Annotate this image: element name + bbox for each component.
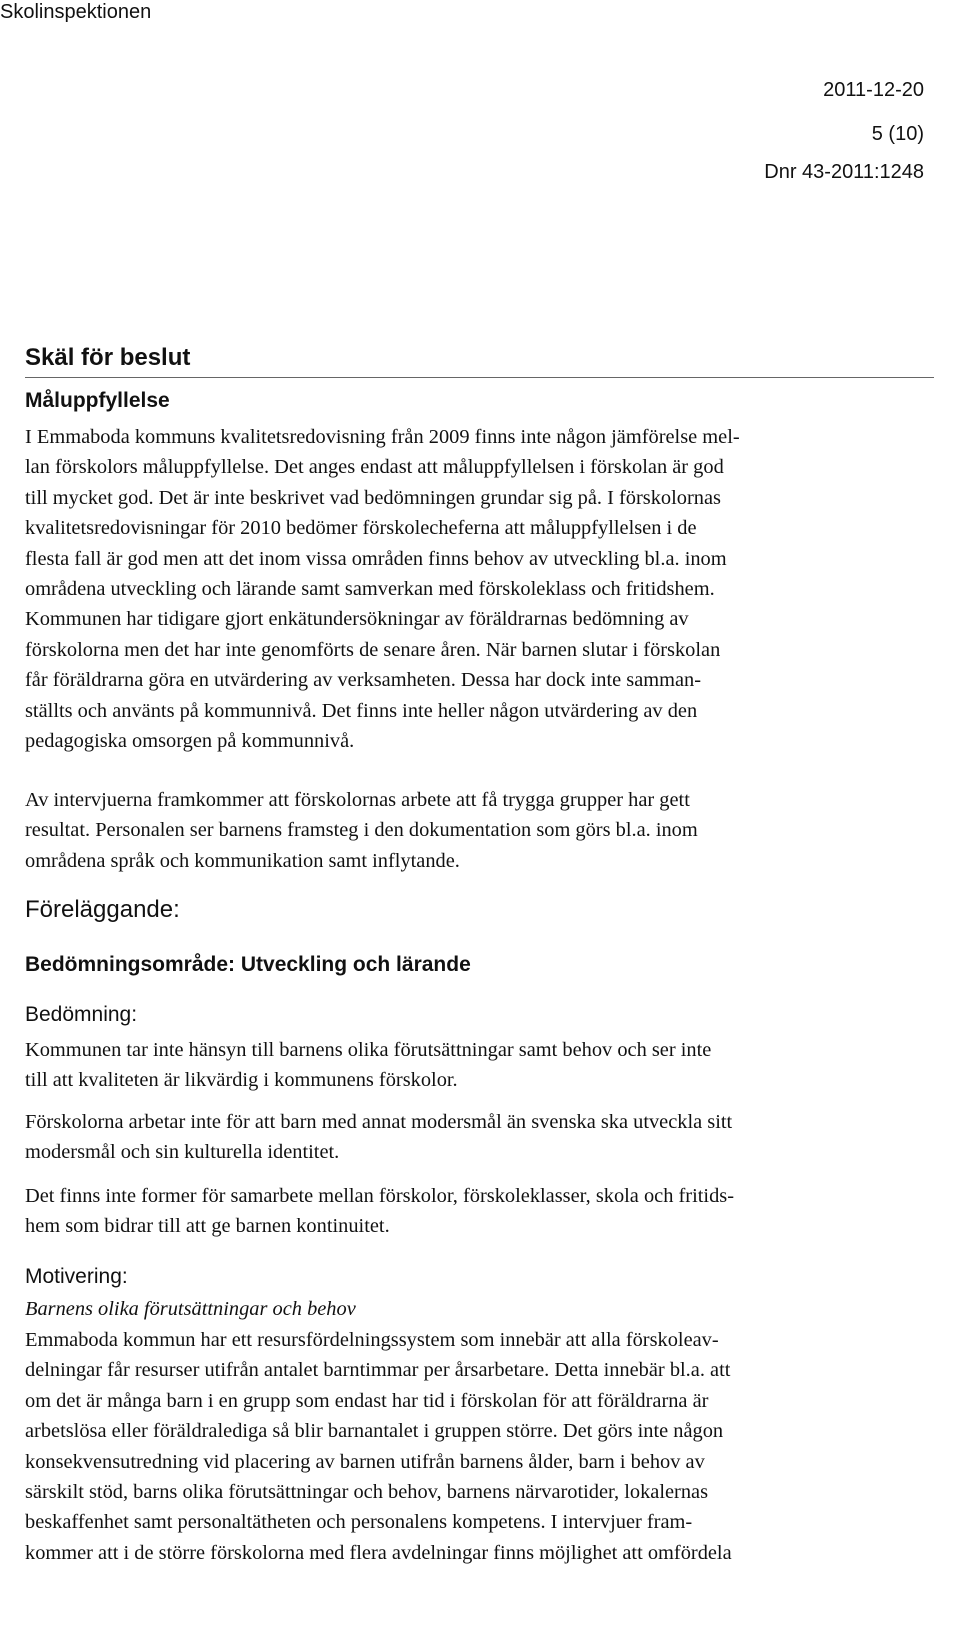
bedomning-paragraph-2 — [25, 1107, 934, 1168]
document-date: 2011-12-20 — [823, 79, 924, 101]
motivering-subheading-text: Barnens olika förutsättningar och behov — [25, 1298, 356, 1320]
text-line: Kommunen tar inte hänsyn till barnens olika förutsättningar samt behov och ser inte — [25, 1039, 712, 1061]
text-line: kvalitetsredovisningar för 2010 bedömer förskolecheferna att måluppfyllelsen i de — [25, 517, 697, 540]
text-line: områdena språk och kommunikation samt inflytande. — [25, 849, 460, 872]
section-divider — [25, 377, 934, 378]
text-line: förskolorna men det har inte genomförts de senare åren. När barnen slutar i förskolan — [25, 638, 721, 661]
bedomning-heading: Bedömning: — [25, 1003, 138, 1026]
motivering-paragraph — [25, 1325, 934, 1568]
text-line: delningar får resurser utifrån antalet barntimmar per årsarbetare. Detta innebär bl.a. att — [25, 1359, 731, 1382]
text-line: Av intervjuerna framkommer att förskolornas arbete att få trygga grupper har gett — [25, 789, 690, 811]
page-number: 5 (10) — [871, 123, 924, 145]
text-line: till mycket god. Det är inte beskrivet vad bedömningen grundar sig på. I förskolornas — [25, 486, 721, 509]
text-line: modersmål och sin kulturella identitet. — [25, 1141, 340, 1164]
forelaggande-heading: Föreläggande: — [25, 896, 180, 923]
motivering-heading: Motivering: — [25, 1265, 128, 1288]
text-line: får föräldrarna göra en utvärdering av verksamheten. Dessa har dock inte samman- — [25, 669, 701, 692]
text-line: områdena utveckling och lärande samt samverkan med förskoleklass och fritidshem. — [25, 578, 715, 601]
text-line: beskaffenhet samt personaltätheten och personalens kompetens. I intervjuer fram- — [25, 1511, 693, 1534]
text-line: Kommunen har tidigare gjort enkätundersökningar av föräldrarnas bedömning av — [25, 608, 689, 631]
section-title: Skäl för beslut — [25, 344, 191, 371]
text-line: kommer att i de större förskolorna med flera avdelningar finns möjlighet att omfördela — [25, 1541, 732, 1564]
motivering-subheading — [25, 1294, 934, 1324]
text-line: hem som bidrar till att ge barnen kontinuitet. — [25, 1215, 390, 1238]
text-line: om det är många barn i en grupp som endast har tid i förskolan för att föräldrarna är — [25, 1389, 709, 1412]
maluppfyllelse-heading: Måluppfyllelse — [25, 389, 170, 412]
maluppfyllelse-paragraph-2 — [25, 785, 934, 876]
bedomning-paragraph-1 — [25, 1035, 934, 1096]
text-line: arbetslösa eller föräldralediga så blir barnantalet i gruppen större. Det görs inte någon — [25, 1420, 724, 1443]
text-line: Emmaboda kommun har ett resursfördelningssystem som innebär att alla förskoleav- — [25, 1329, 719, 1351]
maluppfyllelse-paragraph-1 — [25, 422, 934, 756]
diary-number: Dnr 43-2011:1248 — [764, 161, 924, 183]
text-line: I Emmaboda kommuns kvalitetsredovisning från 2009 finns inte någon jämförelse mel- — [25, 426, 740, 448]
text-line: Förskolorna arbetar inte för att barn med annat modersmål än svenska ska utveckla sitt — [25, 1111, 733, 1133]
text-line: Det finns inte former för samarbete mellan förskolor, förskoleklasser, skola och fritids- — [25, 1185, 734, 1207]
text-line: konsekvensutredning vid placering av barnen utifrån barnens ålder, barn i behov av — [25, 1450, 705, 1473]
text-line: ställts och använts på kommunnivå. Det finns inte heller någon utvärdering av den — [25, 699, 698, 722]
text-line: särskilt stöd, barns olika förutsättningar och behov, barnens närvarotider, lokalernas — [25, 1481, 709, 1504]
organization-name: Skolinspektionen — [0, 1, 152, 23]
text-line: resultat. Personalen ser barnens framsteg i den dokumentation som görs bl.a. inom — [25, 819, 698, 842]
text-line: pedagogiska omsorgen på kommunnivå. — [25, 730, 355, 753]
bedomning-paragraph-3 — [25, 1181, 934, 1242]
text-line: flesta fall är god men att det inom vissa områden finns behov av utveckling bl.a. inom — [25, 547, 727, 570]
text-line: till att kvaliteten är likvärdig i kommunens förskolor. — [25, 1069, 458, 1092]
assessment-area-heading: Bedömningsområde: Utveckling och lärande — [25, 953, 471, 976]
text-line: lan förskolors måluppfyllelse. Det anges endast att måluppfyllelsen i förskolan är god — [25, 456, 724, 479]
